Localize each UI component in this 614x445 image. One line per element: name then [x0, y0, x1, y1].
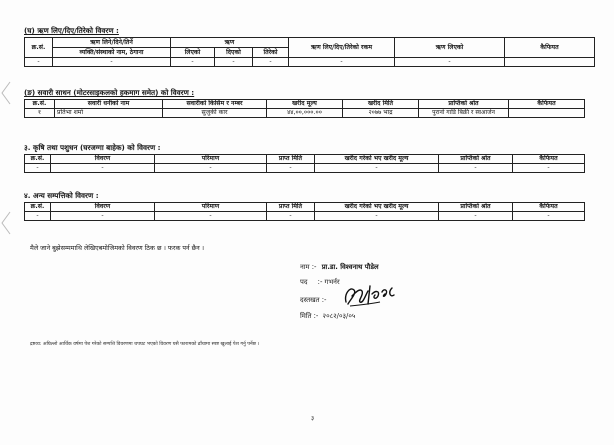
table-cell: ४४,००,०००.०० — [267, 109, 343, 118]
header-cell: कैफियत — [513, 203, 585, 212]
post-label: पद — [300, 278, 308, 286]
table-cell: - — [439, 164, 513, 173]
table-cell: - — [53, 58, 171, 67]
header-cell: परिमाण — [155, 155, 267, 164]
table-cell: सुजुकी कार — [163, 109, 267, 118]
table-cell: पुरानो गाडि बिक्री र स्वआर्जन — [419, 109, 509, 118]
header-cell: प्राप्तिको श्रोत — [439, 155, 513, 164]
post-value: :- गभर्नर — [317, 278, 340, 286]
table-cell: - — [439, 212, 513, 221]
table-cell: - — [51, 212, 155, 221]
table-cell: २०७७ भाद्र — [343, 109, 419, 118]
signatory-date-row — [300, 311, 355, 320]
header-cell: तिरेको — [253, 48, 289, 58]
header-cell: खरीद गरेको भए खरीद मूल्य — [315, 203, 439, 212]
table-cell: - — [155, 212, 267, 221]
header-cell: परिमाण — [155, 203, 267, 212]
table-cell: - — [51, 164, 155, 173]
page-edge-mark — [0, 210, 14, 236]
header-cell: कैफियत — [513, 155, 585, 164]
table-row — [25, 164, 585, 173]
table-cell: - — [215, 58, 253, 67]
table-cell: - — [253, 58, 289, 67]
table-cell: - — [513, 164, 585, 173]
header-cell: खरीद मिति — [343, 100, 419, 109]
loans-table — [24, 37, 595, 67]
header-cell: सवारी धनीको नाम — [55, 100, 163, 109]
page-number: ३ — [311, 415, 315, 422]
table-cell: - — [267, 212, 315, 221]
declaration-text: मैले जाने बुझेसम्ममाथि लेखिएबमोजिमको विवरण ठिक छ । फरक पर्न छैन । — [30, 244, 205, 252]
table-cell: - — [25, 212, 51, 221]
vehicles-table — [24, 99, 585, 118]
header-cell: प्राप्त मिति — [267, 203, 315, 212]
header-cell: व्यक्ति/संस्थाको नाम, ठेगाना — [53, 48, 171, 58]
table-cell — [509, 109, 585, 118]
header-cell: ऋण — [171, 38, 289, 48]
table-header-row — [25, 100, 585, 109]
header-cell: दिएको — [215, 48, 253, 58]
header-cell: प्राप्तिको श्रोत — [439, 203, 513, 212]
table-row — [25, 109, 585, 118]
table-cell — [505, 58, 595, 67]
name-value: प्रा.डा. विश्वनाथ पौडेल — [321, 263, 379, 271]
header-cell: खरीद गरेको भए खरीद मूल्य — [315, 155, 439, 164]
agriculture-table — [24, 154, 585, 173]
table-row — [25, 212, 585, 221]
header-cell: क्र.सं. — [25, 155, 51, 164]
table-cell: - — [289, 58, 395, 67]
table-cell: प्रतिभा शर्मा — [55, 109, 163, 118]
other-assets-table — [24, 202, 585, 221]
table-cell: - — [315, 212, 439, 221]
table-cell: - — [155, 164, 267, 173]
section-title-vehicles: (ङ) सवारी साधन (मोटरसाइकलको हकमाग समेत) को विवरण : — [24, 88, 195, 97]
table-header-row — [25, 155, 585, 164]
table-row — [25, 58, 595, 67]
page-edge-mark — [0, 80, 14, 106]
header-cell: क्र.सं. — [25, 38, 53, 58]
table-cell: १ — [25, 109, 55, 118]
header-cell: क्र.सं. — [25, 100, 55, 109]
header-cell: ऋण लिएको — [395, 38, 505, 58]
header-cell: लिएको — [171, 48, 215, 58]
table-cell: - — [395, 58, 505, 67]
header-cell: खरीद मूल्य — [267, 100, 343, 109]
header-cell: विवरण — [51, 203, 155, 212]
signatory-sign-row — [300, 295, 326, 304]
table-cell: - — [25, 58, 53, 67]
header-cell: प्राप्तिको श्रोत — [419, 100, 509, 109]
date-value: २०८२/०३/०५ — [322, 312, 356, 320]
handwritten-signature — [340, 282, 402, 310]
sign-label: दस्तखत :- — [300, 296, 327, 304]
header-cell: विवरण — [51, 155, 155, 164]
header-cell: ऋण लिने/दिने/तिर्ने — [53, 38, 171, 48]
signatory-post-row — [300, 277, 340, 286]
table-cell: - — [171, 58, 215, 67]
signatory-name-row — [300, 262, 379, 271]
section-title-loans: (घ) ऋण लिए/दिए/तिरेको विवरण : — [24, 26, 119, 35]
header-cell: क्र.सं. — [25, 203, 51, 212]
section-title-agriculture: ३. कृषि तथा पशुधन (घरजग्गा बाहेक) को विवरण : — [24, 143, 161, 152]
name-label: नाम :- — [300, 263, 317, 271]
table-cell: - — [25, 164, 51, 173]
section-title-other-assets: ४. अन्य सम्पत्तिको विवरण : — [24, 191, 99, 200]
header-cell: ऋण लिए/दिए/तिरेको रकम — [289, 38, 395, 58]
header-cell: कैफियत — [505, 38, 595, 58]
table-cell: - — [513, 212, 585, 221]
header-cell: कैफियत — [509, 100, 585, 109]
header-cell: सवारीको किसिम र नम्बर — [163, 100, 267, 109]
table-header-row — [25, 38, 595, 48]
table-cell: - — [267, 164, 315, 173]
table-cell: - — [315, 164, 439, 173]
footnote-text: द्रष्टव्य: अघिल्लो आर्थिक वर्षमा पेश गरेको सम्पत्ति विवरणमा थपघट भएको विवरण यसै फारामको ढाँचामा स्पष्ट खुलाई पेश गर्नु पर्नेछ । — [30, 342, 260, 347]
date-label: मिति :- — [300, 312, 319, 320]
table-header-row — [25, 203, 585, 212]
header-cell: प्राप्त मिति — [267, 155, 315, 164]
